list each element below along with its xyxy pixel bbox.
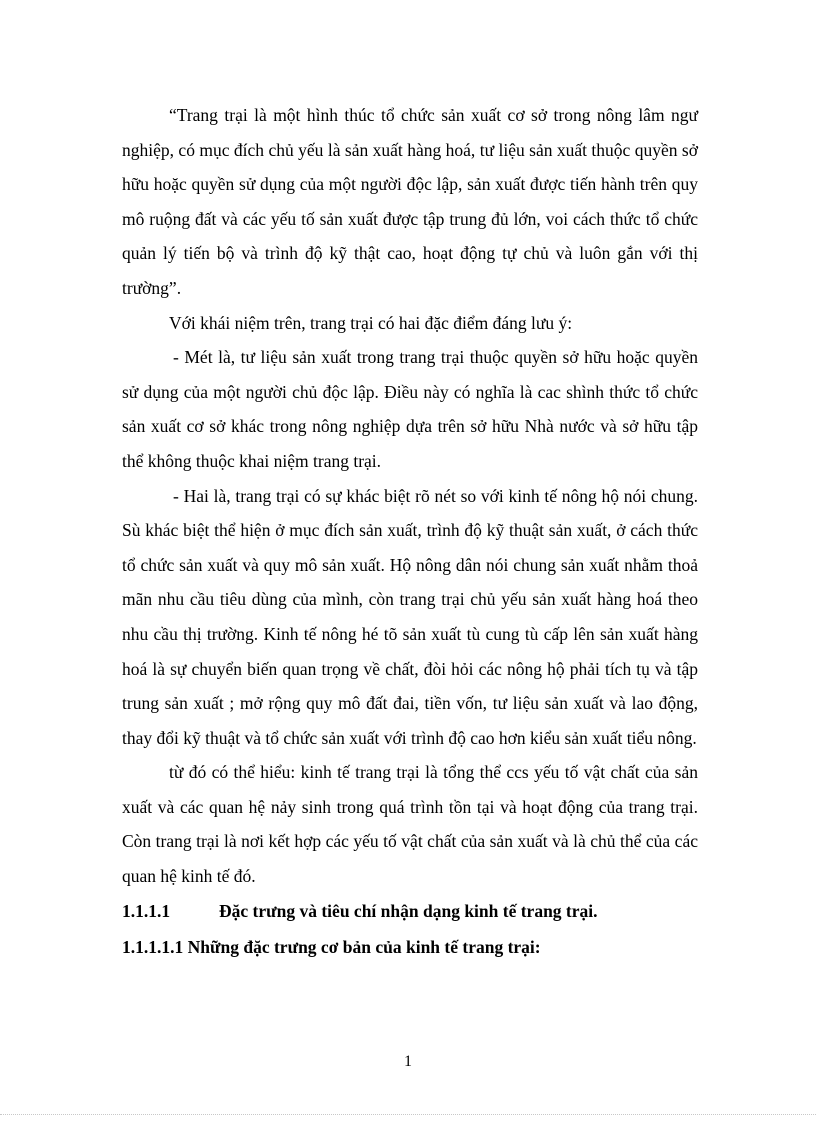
section-heading-4-title: Đặc trưng và tiêu chí nhận dạng kinh tế trang trại. [219,900,598,921]
body-text [122,98,698,965]
section-heading-4-number: 1.1.1.1 [122,900,171,921]
paragraph-intro-characteristics: Với khái niệm trên, trang trại có hai đặc điểm đáng lưu ý: [169,312,573,333]
page-bottom-edge [0,1114,816,1115]
section-heading-4 [122,894,698,929]
paragraph-definition-quote: “Trang trại là một hình thúc tổ chức sản xuất cơ sở trong nông lâm ngư nghiệp, có mục đích chủ yếu là sản xuất hàng hoá, tư liệu sản xuất thuộc quyền sở hữu hoặc quyền sử dụng của một người độc lập, sản xuất được tiến hành trên quy mô ruộng đất và các yếu tố sản xuất được tập trung đủ lớn, voi cách thức tổ chức quản lý tiến bộ và trình độ kỹ thật cao, hoạt động tự chủ và luôn gắn với thị trường”. [122,105,698,298]
paragraph-second-characteristic: - Hai là, trang trại có sự khác biệt rõ nét so với kinh tế nông hộ nói chung. Sù khác biệt thể hiện ở mục đích sản xuất, trình độ kỹ thuật sản xuất, ở cách thức tổ chức sản xuất và quy mô sản xuất. Hộ nông dân nói chung sản xuất nhằm thoả mãn nhu cầu tiêu dùng của mình, còn trang trại chủ yếu sản xuất hàng hoá theo nhu cầu thị trường. Kinh tế nông hé tõ sản xuất tù cung tù cấp lên sản xuất hàng hoá là sự chuyển biến quan trọng về chất, đòi hỏi các nông hộ phải tích tụ và tập trung sản xuất ; mở rộng quy mô đất đai, tiền vốn, tư liệu sản xuất và lao động, thay đổi kỹ thuật và tổ chức sản xuất với trình độ cao hơn kiểu sản xuất tiểu nông. [122,485,698,748]
page-number: 1 [404,1053,412,1070]
paragraph-conclusion: từ đó có thể hiểu: kinh tế trang trại là tổng thể ccs yếu tố vật chất của sản xuất và các quan hệ nảy sinh trong quá trình tồn tại và hoạt động của trang trại. Còn trang trại là nơi kết hợp các yếu tố vật chất của sản xuất và là chủ thể của các quan hệ kinh tế đó. [122,762,698,887]
paragraph-first-characteristic: - Mét là, tư liệu sản xuất trong trang trại thuộc quyền sở hữu hoặc quyền sử dụng của một người chủ độc lập. Điều này có nghĩa là cac shình thức tổ chức sản xuất cơ sở khác trong nông nghiệp dựa trên sở hữu Nhà nước và sở hữu tập thể không thuộc khai niệm trang trại. [122,347,698,471]
section-heading-5: 1.1.1.1.1 Những đặc trưng cơ bản của kinh tế trang trại: [122,937,541,958]
